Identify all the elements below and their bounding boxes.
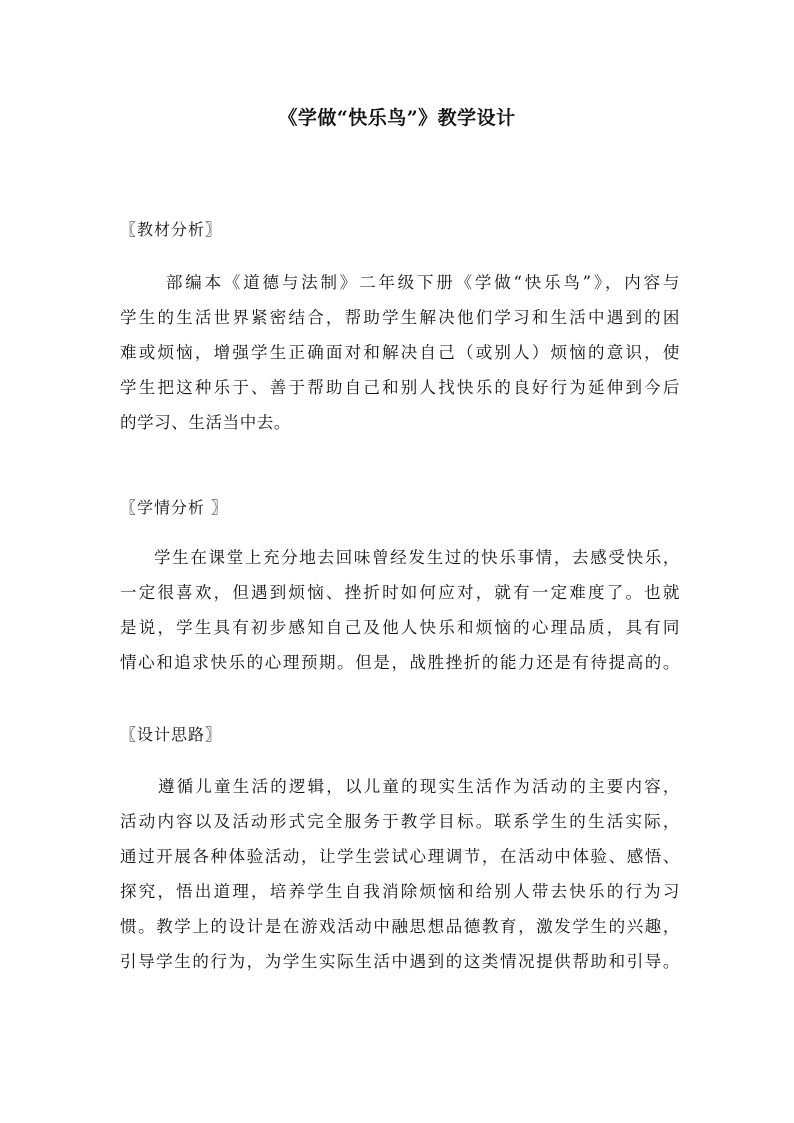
paragraph-line: 一定很喜欢，但遇到烦恼、挫折时如何应对，就有一定难度了。也就 — [120, 583, 680, 602]
paragraph-line: 引导学生的行为，为学生实际生活中遇到的这类情况提供帮助和引导。 — [120, 952, 680, 971]
paragraph-line: 活动内容以及活动形式完全服务于教学目标。联系学生的生活实际， — [120, 812, 680, 831]
section-heading-design-idea: 〖设计思路〗 — [120, 725, 223, 744]
paragraph-line: 情心和追求快乐的心理预期。但是，战胜挫折的能力还是有待提高的。 — [120, 653, 680, 672]
paragraph-line: 学生的生活世界紧密结合，帮助学生解决他们学习和生活中遇到的困 — [120, 308, 680, 327]
section-paragraph-learner-analysis — [120, 540, 680, 680]
paragraph-line: 通过开展各种体验活动，让学生尝试心理调节，在活动中体验、感悟、 — [120, 847, 680, 866]
document-title: 《学做“快乐鸟”》教学设计 — [278, 107, 516, 129]
paragraph-line: 是说，学生具有初步感知自己及他人快乐和烦恼的心理品质，具有同 — [120, 618, 680, 637]
section-paragraph-textbook-analysis — [120, 265, 680, 440]
paragraph-line: 惯。教学上的设计是在游戏活动中融思想品德教育，激发学生的兴趣， — [120, 917, 680, 936]
paragraph-line: 遵循儿童生活的逻辑，以儿童的现实生活作为活动的主要内容， — [158, 777, 680, 796]
paragraph-line: 探究，悟出道理，培养学生自我消除烦恼和给别人带去快乐的行为习 — [120, 882, 680, 901]
paragraph-line: 学生把这种乐于、善于帮助自己和别人找快乐的良好行为延伸到今后 — [120, 378, 680, 397]
paragraph-line: 学生在课堂上充分地去回味曾经发生过的快乐事情，去感受快乐， — [154, 548, 680, 567]
paragraph-line: 部编本《道德与法制》二年级下册《学做“快乐鸟”》，内容与 — [166, 273, 680, 292]
section-heading-textbook-analysis: 〖教材分析〗 — [120, 220, 223, 239]
paragraph-line: 难或烦恼，增强学生正确面对和解决自己（或别人）烦恼的意识，使 — [120, 343, 680, 362]
section-paragraph-design-idea — [120, 769, 680, 979]
section-heading-learner-analysis: 〖学情分析 〗 — [120, 498, 229, 517]
paragraph-line: 的学习、生活当中去。 — [120, 413, 291, 432]
